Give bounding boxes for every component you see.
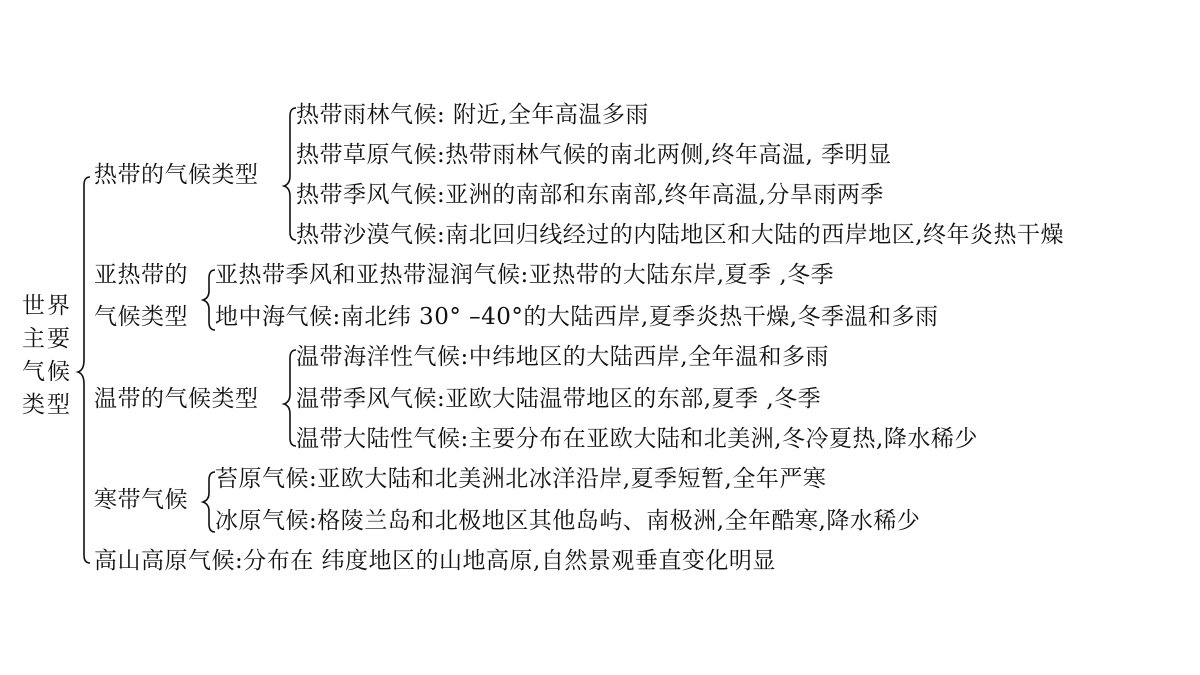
category-label-temperate: 温带的气候类型 [94,386,259,412]
tropical-item: 热带季风气候:亚洲的南部和东南部,终年高温,分旱雨两季 [296,182,884,208]
root-line: 世界 [22,293,72,319]
temperate-item: 温带季风气候:亚欧大陆温带地区的东部,夏季 ,冬季 [296,386,822,412]
frigid-brace [203,472,215,532]
tropical-item: 热带草原气候:热带雨林气候的南北两侧,终年高温, 季明显 [296,142,892,168]
category-label-subtropical-line2: 气候类型 [94,304,188,330]
root-label [22,290,80,422]
tropical-brace [284,108,296,240]
category-label-tropical: 热带的气候类型 [94,162,259,188]
tropical-item: 热带雨林气候: 附近,全年高温多雨 [296,102,649,128]
root-line: 主要 [22,326,72,352]
category-label-frigid: 寒带气候 [94,487,188,513]
frigid-item: 冰原气候:格陵兰岛和北极地区其他岛屿、南极洲,全年酷寒,降水稀少 [215,508,921,534]
temperate-item: 温带大陆性气候:主要分布在亚欧大陆和北美洲,冬冷夏热,降水稀少 [296,426,978,452]
category-label-subtropical-line1: 亚热带的 [94,262,188,288]
subtropical-brace [203,270,215,330]
temperate-item: 温带海洋性气候:中纬地区的大陆西岸,全年温和多雨 [296,344,830,370]
category-highland: 高山高原气候:分布在 纬度地区的山地高原,自然景观垂直变化明显 [94,548,776,574]
subtropical-item: 地中海气候:南北纬 30° –40°的大陆西岸,夏季炎热干燥,冬季温和多雨 [215,304,939,330]
tropical-item: 热带沙漠气候:南北回归线经过的内陆地区和大陆的西岸地区,终年炎热干燥 [296,222,1065,248]
frigid-item: 苔原气候:亚欧大陆和北美洲北冰洋沿岸,夏季短暂,全年严寒 [215,466,827,492]
subtropical-item: 亚热带季风和亚热带湿润气候:亚热带的大陆东岸,夏季 ,冬季 [215,262,835,288]
root-line: 类型 [22,392,72,418]
temperate-brace [284,350,296,446]
root-line: 气候 [22,359,72,385]
